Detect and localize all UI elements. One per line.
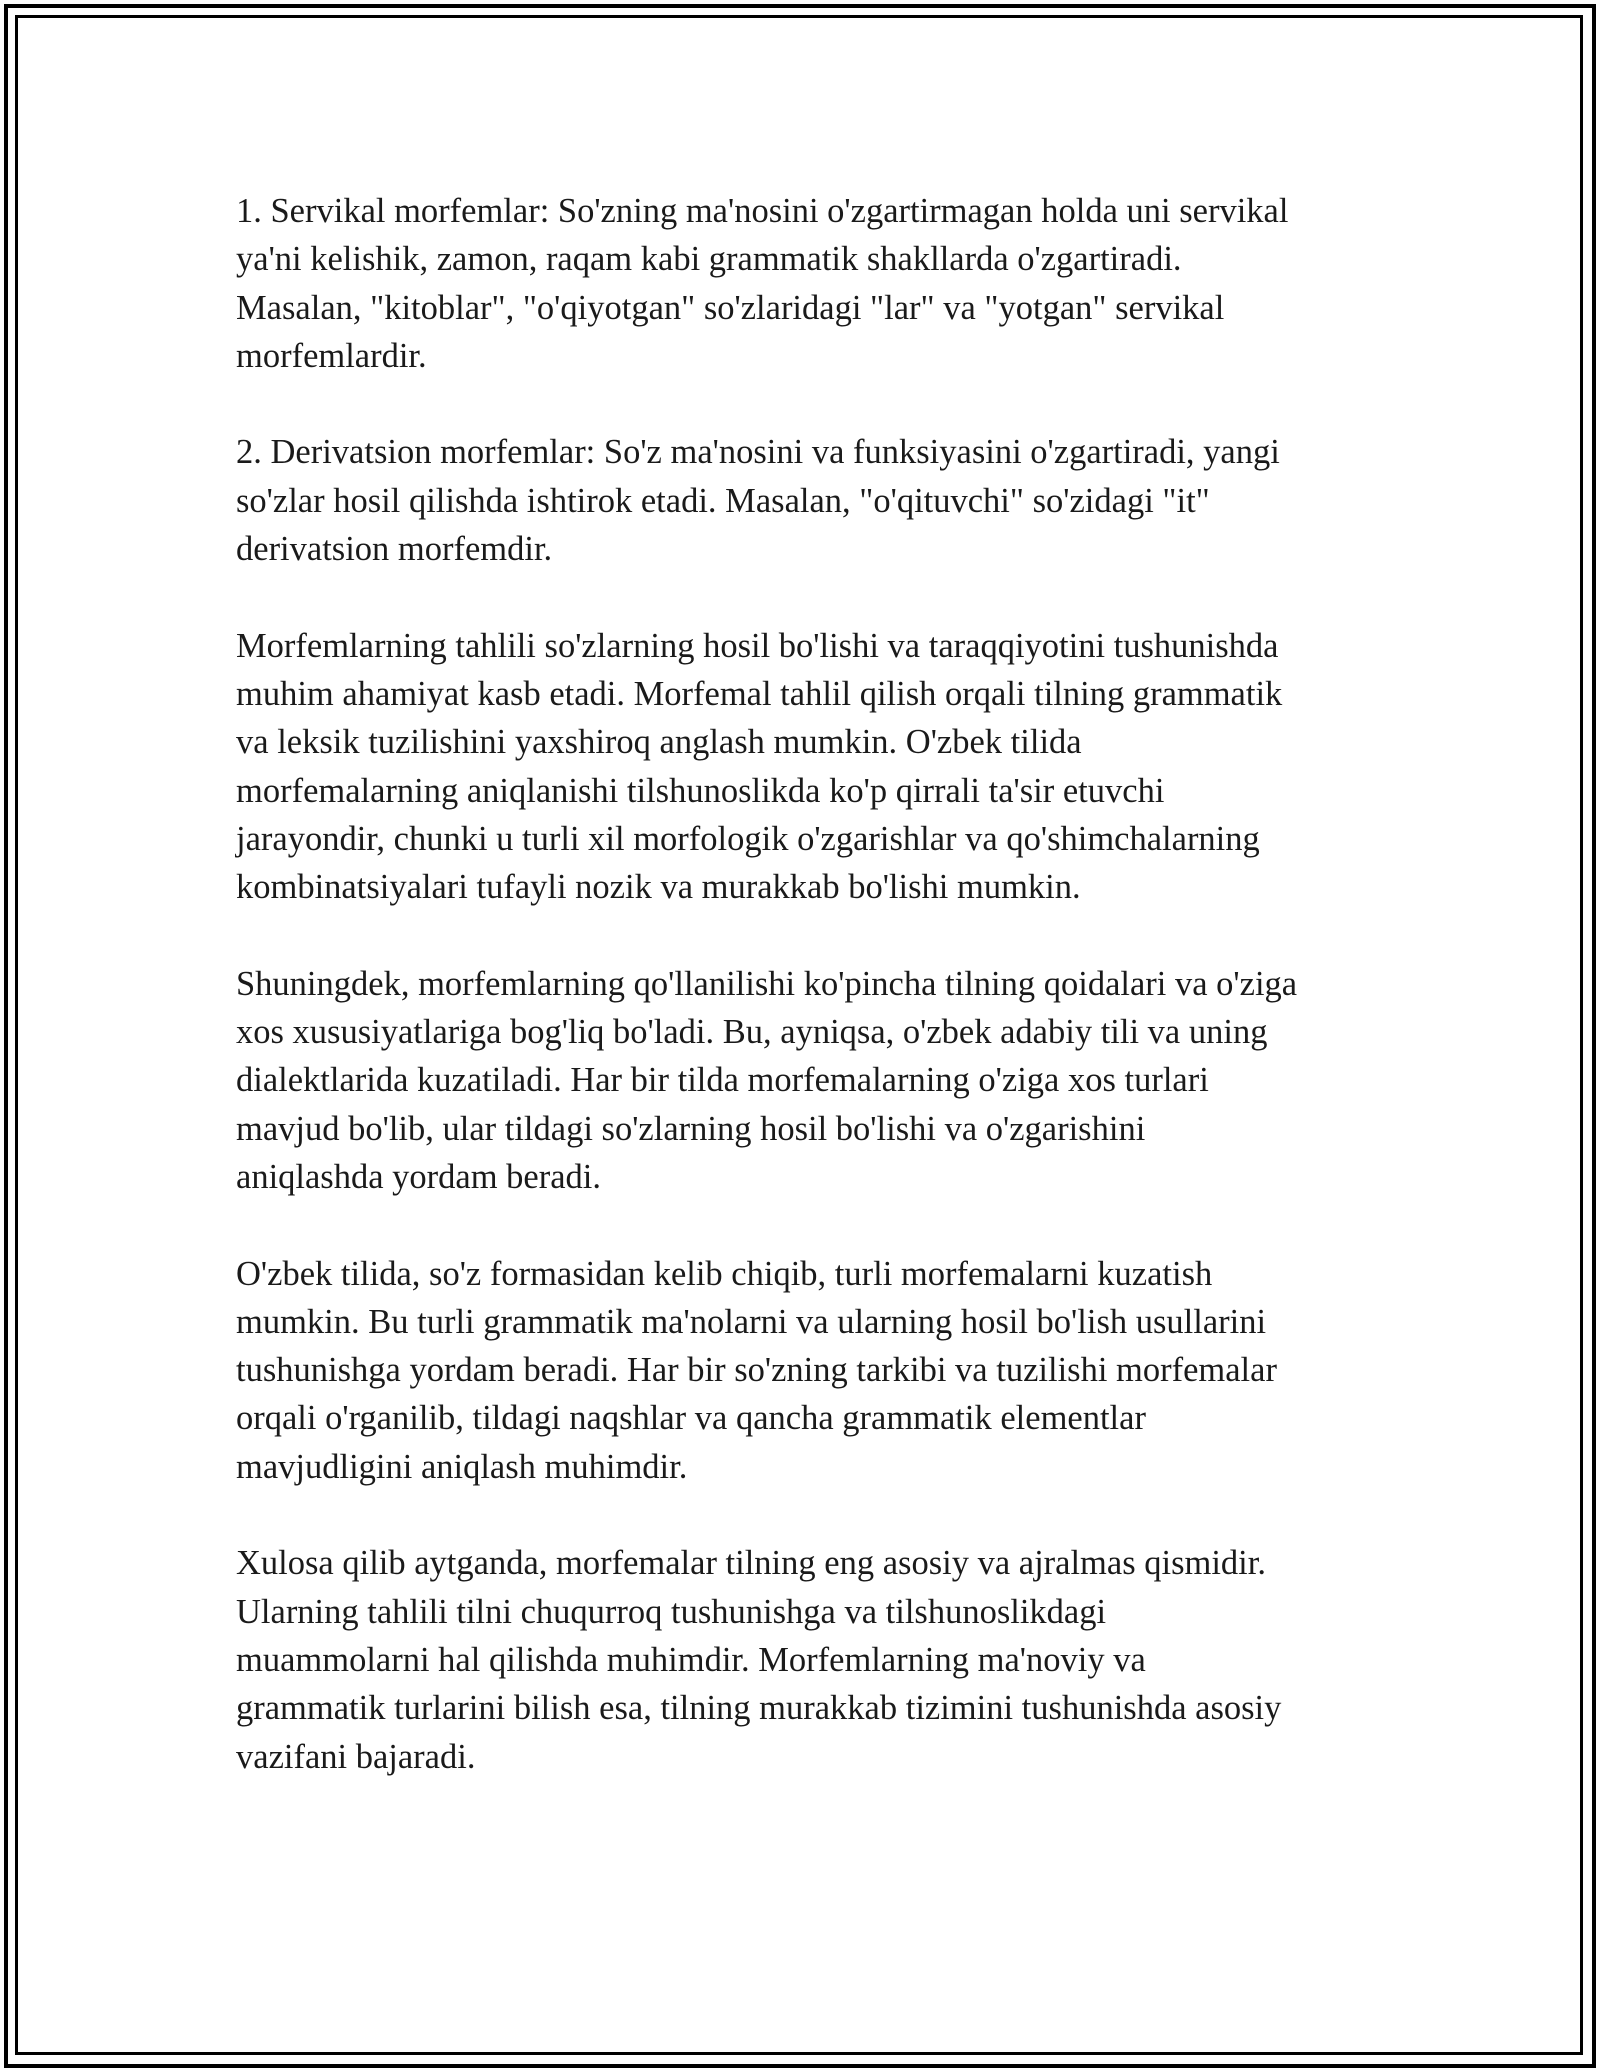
- paragraph-soz-formasi: O'zbek tilida, so'z formasidan kelib chiqib, turli morfemalarni kuzatish mumkin. Bu turli grammatik ma'nolarni va ularning hosil bo'lish usullarini tushunishga yordam beradi. Har bir so'zning tarkibi va tuzilishi morfemalar orqali o'rganilib, tildagi naqshlar va qancha grammatik elementlar mavjudligini aniqlash muhimdir.: [236, 1254, 1277, 1486]
- paragraph-servikal-morfemlar: 1. Servikal morfemlar: So'zning ma'nosini o'zgartirmagan holda uni servikal ya'ni kelishik, zamon, raqam kabi grammatik shakllarda o'zgartiradi. Masalan, "kitoblar", "o'qiyotgan" so'zlaridagi "lar" va "yotgan" servikal morfemlardir.: [236, 192, 1289, 375]
- paragraph-morfem-qollanilishi: Shuningdek, morfemlarning qo'llanilishi ko'pincha tilning qoidalari va o'ziga xos xususiyatlariga bog'liq bo'ladi. Bu, ayniqsa, o'zbek adabiy tili va uning dialektlarida kuzatiladi. Har bir tilda morfemalarning o'ziga xos turlari mavjud bo'lib, ular tildagi so'zlarning hosil bo'lishi va o'zgarishini aniqlashda yordam beradi.: [236, 964, 1298, 1196]
- paragraph-derivatsion-morfemlar: 2. Derivatsion morfemlar: So'z ma'nosini va funksiyasini o'zgartiradi, yangi so'zlar hosil qilishda ishtirok etadi. Masalan, "o'qituvchi" so'zidagi "it" derivatsion morfemdir.: [236, 433, 1280, 569]
- paragraph-xulosa: Xulosa qilib aytganda, morfemalar tilning eng asosiy va ajralmas qismidir. Ularning tahlili tilni chuqurroq tushunishga va tilshunoslikdagi muammolarni hal qilishda muhimdir. Morfemlarning ma'noviy va grammatik turlarini bilish esa, tilning murakkab tizimini tushunishda asosiy vazifani bajaradi.: [236, 1544, 1282, 1776]
- paragraph-morfem-tahlili: Morfemlarning tahlili so'zlarning hosil bo'lishi va taraqqiyotini tushunishda muhim ahamiyat kasb etadi. Morfemal tahlil qilish orqali tilning grammatik va leksik tuzilishini yaxshiroq anglash mumkin. O'zbek tilida morfemalarning aniqlanishi tilshunoslikda ko'p qirrali ta'sir etuvchi jarayondir, chunki u turli xil morfologik o'zgarishlar va qo'shimchalarning kombinatsiyalari tufayli nozik va murakkab bo'lishi mumkin.: [236, 626, 1283, 907]
- document-body: [236, 187, 1386, 1829]
